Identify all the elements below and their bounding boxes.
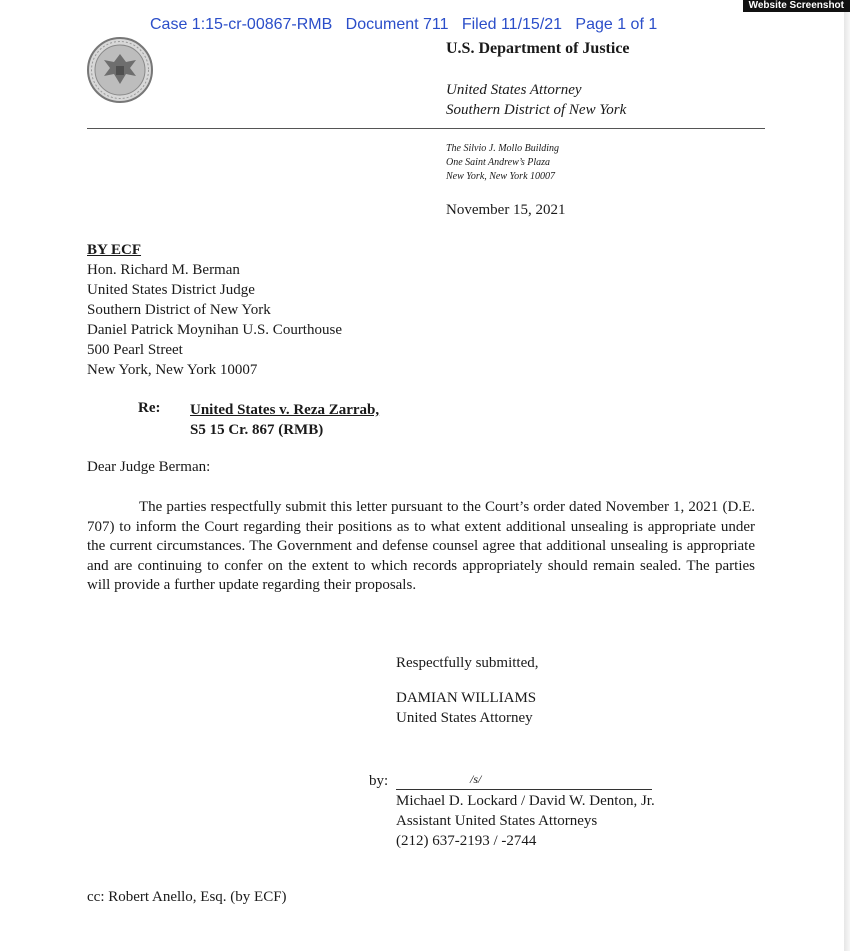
signatory-title: United States Attorney	[396, 710, 533, 726]
building-line-2: One Saint Andrew’s Plaza	[446, 157, 550, 168]
office-title: United States Attorney	[446, 82, 582, 98]
recipient-building: Daniel Patrick Moynihan U.S. Courthouse	[87, 322, 342, 338]
signatory-name: DAMIAN WILLIAMS	[396, 690, 537, 706]
doj-seal-icon	[86, 36, 154, 104]
body-paragraph: The parties respectfully submit this letter pursuant to the Court’s order dated November 1, 2021 (D.E. 707) to inform the Court regarding their positions as to what extent additional unsealing is appropriate under the current circumstances. The Government and defense counsel agree that additional unsealing is appropriate and are continuing to confer on the extent to which records appropriately should remain sealed. The parties will provide a further update regarding their proposals.	[87, 499, 755, 593]
re-case-name: United States v. Reza Zarrab,	[190, 402, 380, 418]
recipient-street: 500 Pearl Street	[87, 342, 183, 358]
signature-line	[396, 789, 652, 790]
page-edge	[844, 0, 850, 951]
letter-date: November 15, 2021	[446, 202, 566, 218]
building-address	[446, 142, 559, 184]
closing-spacer	[396, 673, 538, 688]
department-name: U.S. Department of Justice	[446, 40, 630, 57]
cc-line: cc: Robert Anello, Esq. (by ECF)	[87, 889, 287, 905]
recipient-title: United States District Judge	[87, 282, 255, 298]
recipient-address	[87, 240, 342, 380]
corner-tag: Website Screenshot	[743, 0, 850, 12]
office-block	[446, 80, 626, 120]
delivery-method: BY ECF	[87, 242, 142, 258]
closing-block	[396, 653, 538, 728]
complimentary-close: Respectfully submitted,	[396, 655, 539, 671]
office-district: Southern District of New York	[446, 102, 627, 118]
signer-names: Michael D. Lockard / David W. Denton, Jr.	[396, 793, 655, 809]
re-label: Re:	[138, 400, 161, 416]
salutation: Dear Judge Berman:	[87, 459, 211, 475]
case-header-stamp: Case 1:15-cr-00867-RMB Document 711 Filed 11/15/21 Page 1 of 1	[150, 16, 658, 33]
signers-block	[396, 791, 655, 851]
re-case-number: S5 15 Cr. 867 (RMB)	[190, 422, 324, 438]
letterhead-divider	[87, 128, 765, 129]
recipient-name: Hon. Richard M. Berman	[87, 262, 240, 278]
recipient-court: Southern District of New York	[87, 302, 271, 318]
by-label: by:	[369, 773, 389, 789]
building-line-3: New York, New York 10007	[446, 171, 556, 182]
signer-title: Assistant United States Attorneys	[396, 813, 598, 829]
re-block	[190, 400, 379, 440]
signer-phone: (212) 637-2193 / -2744	[396, 833, 537, 849]
building-line-1: The Silvio J. Mollo Building	[446, 143, 560, 154]
signature-mark: /s/	[470, 772, 482, 786]
recipient-city: New York, New York 10007	[87, 362, 258, 378]
